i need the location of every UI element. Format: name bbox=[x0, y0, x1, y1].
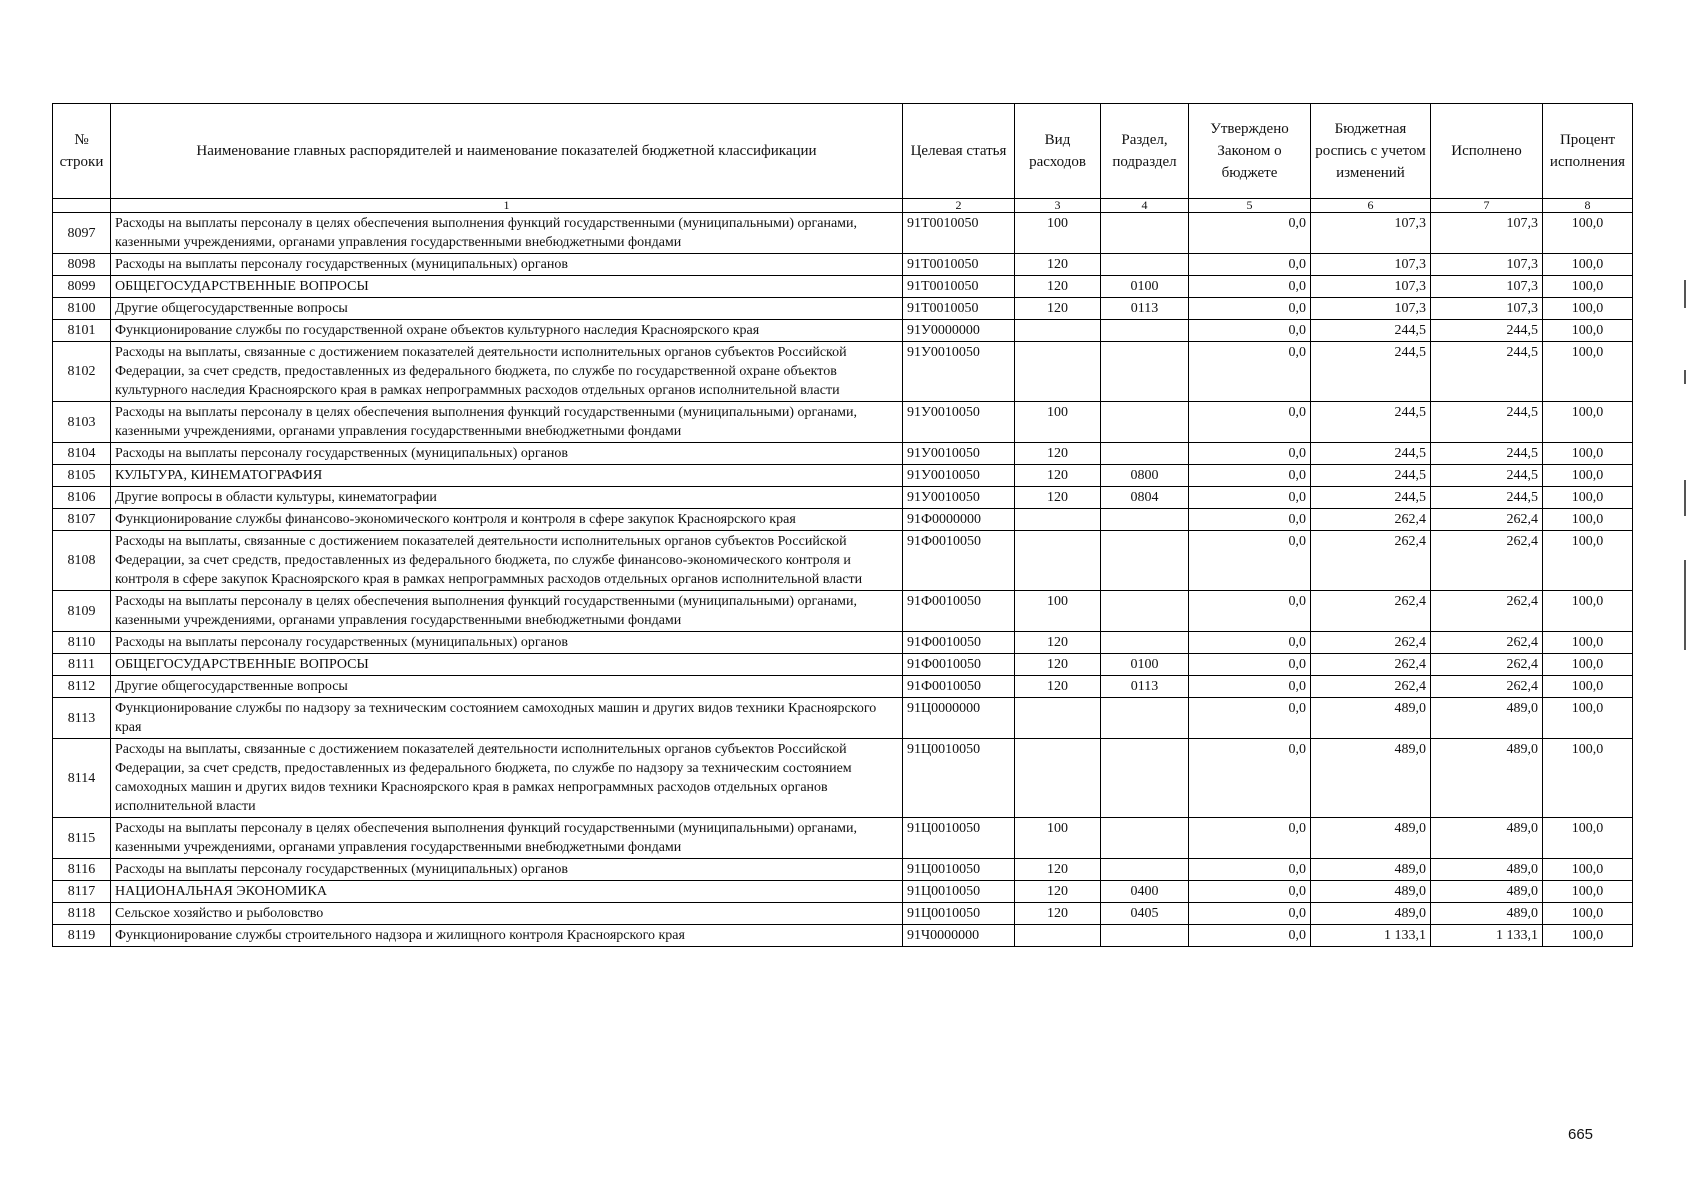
row-name: Другие вопросы в области культуры, кинематографии bbox=[111, 487, 903, 509]
row-percent: 100,0 bbox=[1543, 320, 1633, 342]
row-number: 8110 bbox=[53, 632, 111, 654]
row-number: 8114 bbox=[53, 739, 111, 818]
row-number: 8112 bbox=[53, 676, 111, 698]
table-row bbox=[53, 342, 1633, 402]
row-percent: 100,0 bbox=[1543, 276, 1633, 298]
col-number: 7 bbox=[1431, 199, 1543, 213]
row-vid-code: 120 bbox=[1015, 443, 1101, 465]
row-approved: 0,0 bbox=[1189, 276, 1311, 298]
row-razdel-code: 0800 bbox=[1101, 465, 1189, 487]
row-razdel-code: 0113 bbox=[1101, 298, 1189, 320]
row-target-code: 91У0010050 bbox=[903, 443, 1015, 465]
row-vid-code: 100 bbox=[1015, 591, 1101, 632]
row-plan: 244,5 bbox=[1311, 402, 1431, 443]
row-razdel-code bbox=[1101, 818, 1189, 859]
row-approved: 0,0 bbox=[1189, 676, 1311, 698]
row-percent: 100,0 bbox=[1543, 254, 1633, 276]
row-plan: 262,4 bbox=[1311, 531, 1431, 591]
col-header-plan: Бюджетная роспись с учетом изменений bbox=[1311, 104, 1431, 199]
col-header-target: Целевая статья bbox=[903, 104, 1015, 199]
row-name: ОБЩЕГОСУДАРСТВЕННЫЕ ВОПРОСЫ bbox=[111, 276, 903, 298]
row-name: Расходы на выплаты, связанные с достижением показателей деятельности исполнительных органов субъектов Российской Федерации, за счет средств, предоставленных из федерального бюджета, по службе по надзору за техническим состоянием самоходных машин и других видов техники Красноярского края в рамках непрограммных расходов отдельных органов исполнительной власти bbox=[111, 739, 903, 818]
row-approved: 0,0 bbox=[1189, 903, 1311, 925]
row-approved: 0,0 bbox=[1189, 654, 1311, 676]
row-name: Функционирование службы финансово-экономического контроля и контроля в сфере закупок Красноярского края bbox=[111, 509, 903, 531]
row-vid-code: 100 bbox=[1015, 213, 1101, 254]
row-number: 8116 bbox=[53, 859, 111, 881]
row-approved: 0,0 bbox=[1189, 739, 1311, 818]
row-approved: 0,0 bbox=[1189, 925, 1311, 947]
col-number: 2 bbox=[903, 199, 1015, 213]
row-approved: 0,0 bbox=[1189, 298, 1311, 320]
row-name: Расходы на выплаты персоналу государственных (муниципальных) органов bbox=[111, 254, 903, 276]
row-razdel-code: 0100 bbox=[1101, 654, 1189, 676]
table-row bbox=[53, 881, 1633, 903]
page-number: 665 bbox=[1568, 1126, 1594, 1143]
row-percent: 100,0 bbox=[1543, 342, 1633, 402]
row-number: 8100 bbox=[53, 298, 111, 320]
row-number: 8104 bbox=[53, 443, 111, 465]
row-name: Расходы на выплаты, связанные с достижением показателей деятельности исполнительных органов субъектов Российской Федерации, за счет средств, предоставленных из федерального бюджета, по службе по государственной охране объектов культурного наследия Красноярского края в рамках непрограммных расходов отдельных органов исполнительной власти bbox=[111, 342, 903, 402]
row-done: 244,5 bbox=[1431, 487, 1543, 509]
row-plan: 244,5 bbox=[1311, 342, 1431, 402]
row-vid-code bbox=[1015, 739, 1101, 818]
row-percent: 100,0 bbox=[1543, 676, 1633, 698]
row-approved: 0,0 bbox=[1189, 320, 1311, 342]
table-row bbox=[53, 254, 1633, 276]
table-row bbox=[53, 402, 1633, 443]
col-number bbox=[53, 199, 111, 213]
row-plan: 262,4 bbox=[1311, 509, 1431, 531]
row-vid-code: 120 bbox=[1015, 254, 1101, 276]
row-plan: 262,4 bbox=[1311, 654, 1431, 676]
row-target-code: 91Ц0010050 bbox=[903, 881, 1015, 903]
row-number: 8107 bbox=[53, 509, 111, 531]
scan-edge-mark bbox=[1684, 280, 1686, 308]
row-razdel-code bbox=[1101, 402, 1189, 443]
row-percent: 100,0 bbox=[1543, 465, 1633, 487]
table-row bbox=[53, 487, 1633, 509]
row-target-code: 91Ф0000000 bbox=[903, 509, 1015, 531]
col-header-row-number: № строки bbox=[53, 104, 111, 199]
row-vid-code bbox=[1015, 342, 1101, 402]
row-done: 107,3 bbox=[1431, 213, 1543, 254]
row-razdel-code bbox=[1101, 591, 1189, 632]
table-row bbox=[53, 320, 1633, 342]
row-plan: 244,5 bbox=[1311, 320, 1431, 342]
row-approved: 0,0 bbox=[1189, 509, 1311, 531]
col-header-done: Исполнено bbox=[1431, 104, 1543, 199]
row-vid-code: 120 bbox=[1015, 881, 1101, 903]
row-vid-code: 120 bbox=[1015, 276, 1101, 298]
row-name: Расходы на выплаты персоналу государственных (муниципальных) органов bbox=[111, 443, 903, 465]
row-percent: 100,0 bbox=[1543, 903, 1633, 925]
row-done: 244,5 bbox=[1431, 320, 1543, 342]
row-target-code: 91Ц0000000 bbox=[903, 698, 1015, 739]
row-vid-code bbox=[1015, 509, 1101, 531]
row-done: 262,4 bbox=[1431, 654, 1543, 676]
table-row bbox=[53, 213, 1633, 254]
row-target-code: 91Ф0010050 bbox=[903, 591, 1015, 632]
table-row bbox=[53, 925, 1633, 947]
row-number: 8108 bbox=[53, 531, 111, 591]
row-percent: 100,0 bbox=[1543, 632, 1633, 654]
row-razdel-code: 0113 bbox=[1101, 676, 1189, 698]
table-row bbox=[53, 698, 1633, 739]
table-row bbox=[53, 654, 1633, 676]
row-percent: 100,0 bbox=[1543, 818, 1633, 859]
row-percent: 100,0 bbox=[1543, 487, 1633, 509]
row-name: Другие общегосударственные вопросы bbox=[111, 676, 903, 698]
table-row bbox=[53, 531, 1633, 591]
row-target-code: 91У0010050 bbox=[903, 342, 1015, 402]
row-number: 8119 bbox=[53, 925, 111, 947]
row-plan: 489,0 bbox=[1311, 698, 1431, 739]
row-razdel-code bbox=[1101, 632, 1189, 654]
table-row bbox=[53, 465, 1633, 487]
row-percent: 100,0 bbox=[1543, 591, 1633, 632]
row-plan: 1 133,1 bbox=[1311, 925, 1431, 947]
row-done: 489,0 bbox=[1431, 818, 1543, 859]
row-name: Расходы на выплаты персоналу в целях обеспечения выполнения функций государственными (муниципальными) органами, казенными учреждениями, органами управления государственными внебюджетными фондами bbox=[111, 402, 903, 443]
row-razdel-code bbox=[1101, 531, 1189, 591]
table-row bbox=[53, 443, 1633, 465]
row-plan: 107,3 bbox=[1311, 213, 1431, 254]
row-done: 262,4 bbox=[1431, 676, 1543, 698]
table-row bbox=[53, 739, 1633, 818]
row-target-code: 91Ф0010050 bbox=[903, 632, 1015, 654]
row-done: 262,4 bbox=[1431, 632, 1543, 654]
row-razdel-code: 0100 bbox=[1101, 276, 1189, 298]
row-razdel-code bbox=[1101, 509, 1189, 531]
row-razdel-code: 0405 bbox=[1101, 903, 1189, 925]
row-percent: 100,0 bbox=[1543, 654, 1633, 676]
row-target-code: 91Ц0010050 bbox=[903, 818, 1015, 859]
row-done: 244,5 bbox=[1431, 443, 1543, 465]
row-number: 8113 bbox=[53, 698, 111, 739]
row-target-code: 91Ф0010050 bbox=[903, 531, 1015, 591]
row-done: 1 133,1 bbox=[1431, 925, 1543, 947]
row-approved: 0,0 bbox=[1189, 487, 1311, 509]
row-approved: 0,0 bbox=[1189, 402, 1311, 443]
table-header-row bbox=[53, 104, 1633, 199]
row-name: КУЛЬТУРА, КИНЕМАТОГРАФИЯ bbox=[111, 465, 903, 487]
row-plan: 107,3 bbox=[1311, 254, 1431, 276]
row-plan: 489,0 bbox=[1311, 903, 1431, 925]
row-target-code: 91Ц0010050 bbox=[903, 739, 1015, 818]
row-vid-code: 100 bbox=[1015, 402, 1101, 443]
row-target-code: 91Ч0000000 bbox=[903, 925, 1015, 947]
row-name: ОБЩЕГОСУДАРСТВЕННЫЕ ВОПРОСЫ bbox=[111, 654, 903, 676]
row-target-code: 91Ф0010050 bbox=[903, 654, 1015, 676]
col-header-name: Наименование главных распорядителей и наименование показателей бюджетной классификации bbox=[111, 104, 903, 199]
row-razdel-code bbox=[1101, 213, 1189, 254]
table-row bbox=[53, 859, 1633, 881]
row-vid-code: 120 bbox=[1015, 676, 1101, 698]
row-percent: 100,0 bbox=[1543, 859, 1633, 881]
row-name: Другие общегосударственные вопросы bbox=[111, 298, 903, 320]
table-row bbox=[53, 591, 1633, 632]
row-name: Функционирование службы строительного надзора и жилищного контроля Красноярского края bbox=[111, 925, 903, 947]
row-number: 8099 bbox=[53, 276, 111, 298]
table-row bbox=[53, 276, 1633, 298]
row-percent: 100,0 bbox=[1543, 213, 1633, 254]
row-plan: 262,4 bbox=[1311, 632, 1431, 654]
scan-edge-mark bbox=[1684, 560, 1686, 650]
row-done: 244,5 bbox=[1431, 402, 1543, 443]
row-razdel-code bbox=[1101, 698, 1189, 739]
col-number: 1 bbox=[111, 199, 903, 213]
row-number: 8118 bbox=[53, 903, 111, 925]
row-done: 107,3 bbox=[1431, 298, 1543, 320]
budget-table bbox=[52, 103, 1633, 947]
row-number: 8115 bbox=[53, 818, 111, 859]
row-done: 244,5 bbox=[1431, 465, 1543, 487]
row-plan: 489,0 bbox=[1311, 818, 1431, 859]
row-number: 8103 bbox=[53, 402, 111, 443]
row-percent: 100,0 bbox=[1543, 739, 1633, 818]
row-approved: 0,0 bbox=[1189, 531, 1311, 591]
row-vid-code: 120 bbox=[1015, 654, 1101, 676]
scan-edge-mark bbox=[1684, 370, 1686, 384]
row-number: 8105 bbox=[53, 465, 111, 487]
row-target-code: 91У0010050 bbox=[903, 402, 1015, 443]
row-plan: 244,5 bbox=[1311, 487, 1431, 509]
row-done: 107,3 bbox=[1431, 276, 1543, 298]
row-target-code: 91У0000000 bbox=[903, 320, 1015, 342]
row-vid-code: 120 bbox=[1015, 632, 1101, 654]
col-header-razdel: Раздел, подраздел bbox=[1101, 104, 1189, 199]
row-vid-code: 120 bbox=[1015, 465, 1101, 487]
table-row bbox=[53, 903, 1633, 925]
row-percent: 100,0 bbox=[1543, 443, 1633, 465]
row-number: 8101 bbox=[53, 320, 111, 342]
row-percent: 100,0 bbox=[1543, 881, 1633, 903]
column-number-row bbox=[53, 199, 1633, 213]
scan-edge-mark bbox=[1684, 480, 1686, 516]
table-row bbox=[53, 632, 1633, 654]
row-percent: 100,0 bbox=[1543, 531, 1633, 591]
row-razdel-code bbox=[1101, 342, 1189, 402]
row-approved: 0,0 bbox=[1189, 632, 1311, 654]
row-name: Функционирование службы по государственной охране объектов культурного наследия Красноярского края bbox=[111, 320, 903, 342]
col-number: 6 bbox=[1311, 199, 1431, 213]
row-name: Расходы на выплаты персоналу государственных (муниципальных) органов bbox=[111, 859, 903, 881]
row-done: 262,4 bbox=[1431, 509, 1543, 531]
row-plan: 489,0 bbox=[1311, 859, 1431, 881]
row-approved: 0,0 bbox=[1189, 465, 1311, 487]
row-razdel-code bbox=[1101, 739, 1189, 818]
row-plan: 107,3 bbox=[1311, 298, 1431, 320]
row-razdel-code: 0804 bbox=[1101, 487, 1189, 509]
row-done: 262,4 bbox=[1431, 591, 1543, 632]
table-row bbox=[53, 676, 1633, 698]
row-razdel-code bbox=[1101, 859, 1189, 881]
row-name: Расходы на выплаты персоналу в целях обеспечения выполнения функций государственными (муниципальными) органами, казенными учреждениями, органами управления государственными внебюджетными фондами bbox=[111, 213, 903, 254]
row-vid-code bbox=[1015, 925, 1101, 947]
col-number: 5 bbox=[1189, 199, 1311, 213]
row-approved: 0,0 bbox=[1189, 818, 1311, 859]
row-percent: 100,0 bbox=[1543, 925, 1633, 947]
row-target-code: 91Т0010050 bbox=[903, 298, 1015, 320]
row-approved: 0,0 bbox=[1189, 213, 1311, 254]
row-vid-code bbox=[1015, 698, 1101, 739]
row-number: 8102 bbox=[53, 342, 111, 402]
row-percent: 100,0 bbox=[1543, 509, 1633, 531]
row-vid-code bbox=[1015, 531, 1101, 591]
row-number: 8111 bbox=[53, 654, 111, 676]
row-plan: 107,3 bbox=[1311, 276, 1431, 298]
row-target-code: 91У0010050 bbox=[903, 487, 1015, 509]
row-name: НАЦИОНАЛЬНАЯ ЭКОНОМИКА bbox=[111, 881, 903, 903]
row-razdel-code bbox=[1101, 925, 1189, 947]
row-plan: 262,4 bbox=[1311, 591, 1431, 632]
row-approved: 0,0 bbox=[1189, 698, 1311, 739]
row-target-code: 91Ц0010050 bbox=[903, 859, 1015, 881]
row-vid-code: 120 bbox=[1015, 903, 1101, 925]
row-number: 8106 bbox=[53, 487, 111, 509]
row-target-code: 91Т0010050 bbox=[903, 276, 1015, 298]
row-approved: 0,0 bbox=[1189, 591, 1311, 632]
row-razdel-code bbox=[1101, 254, 1189, 276]
row-approved: 0,0 bbox=[1189, 254, 1311, 276]
row-done: 262,4 bbox=[1431, 531, 1543, 591]
row-razdel-code bbox=[1101, 443, 1189, 465]
row-done: 244,5 bbox=[1431, 342, 1543, 402]
col-number: 4 bbox=[1101, 199, 1189, 213]
row-number: 8109 bbox=[53, 591, 111, 632]
table-row bbox=[53, 509, 1633, 531]
row-done: 489,0 bbox=[1431, 739, 1543, 818]
row-number: 8098 bbox=[53, 254, 111, 276]
col-number: 8 bbox=[1543, 199, 1633, 213]
row-done: 489,0 bbox=[1431, 903, 1543, 925]
row-target-code: 91Ф0010050 bbox=[903, 676, 1015, 698]
row-plan: 262,4 bbox=[1311, 676, 1431, 698]
row-target-code: 91Ц0010050 bbox=[903, 903, 1015, 925]
row-razdel-code bbox=[1101, 320, 1189, 342]
row-percent: 100,0 bbox=[1543, 698, 1633, 739]
row-done: 489,0 bbox=[1431, 698, 1543, 739]
row-done: 107,3 bbox=[1431, 254, 1543, 276]
row-name: Сельское хозяйство и рыболовство bbox=[111, 903, 903, 925]
row-target-code: 91Т0010050 bbox=[903, 254, 1015, 276]
col-header-approved: Утверждено Законом о бюджете bbox=[1189, 104, 1311, 199]
row-plan: 489,0 bbox=[1311, 881, 1431, 903]
row-vid-code: 120 bbox=[1015, 859, 1101, 881]
row-percent: 100,0 bbox=[1543, 298, 1633, 320]
col-header-vid: Вид расходов bbox=[1015, 104, 1101, 199]
row-vid-code: 120 bbox=[1015, 487, 1101, 509]
budget-report-sheet bbox=[52, 103, 1632, 947]
row-vid-code: 100 bbox=[1015, 818, 1101, 859]
row-plan: 244,5 bbox=[1311, 465, 1431, 487]
row-vid-code bbox=[1015, 320, 1101, 342]
row-name: Расходы на выплаты персоналу в целях обеспечения выполнения функций государственными (муниципальными) органами, казенными учреждениями, органами управления государственными внебюджетными фондами bbox=[111, 591, 903, 632]
row-done: 489,0 bbox=[1431, 859, 1543, 881]
col-header-percent: Процент исполнения bbox=[1543, 104, 1633, 199]
table-body bbox=[53, 213, 1633, 947]
table-row bbox=[53, 818, 1633, 859]
row-approved: 0,0 bbox=[1189, 881, 1311, 903]
row-name: Расходы на выплаты, связанные с достижением показателей деятельности исполнительных органов субъектов Российской Федерации, за счет средств, предоставленных из федерального бюджета, по службе финансово-экономического контроля и контроля в сфере закупок Красноярского края в рамках непрограммных расходов отдельных органов исполнительной власти bbox=[111, 531, 903, 591]
row-number: 8097 bbox=[53, 213, 111, 254]
table-row bbox=[53, 298, 1633, 320]
row-vid-code: 120 bbox=[1015, 298, 1101, 320]
row-approved: 0,0 bbox=[1189, 342, 1311, 402]
row-name: Функционирование службы по надзору за техническим состоянием самоходных машин и других видов техники Красноярского края bbox=[111, 698, 903, 739]
row-name: Расходы на выплаты персоналу государственных (муниципальных) органов bbox=[111, 632, 903, 654]
row-number: 8117 bbox=[53, 881, 111, 903]
row-approved: 0,0 bbox=[1189, 443, 1311, 465]
row-target-code: 91У0010050 bbox=[903, 465, 1015, 487]
row-razdel-code: 0400 bbox=[1101, 881, 1189, 903]
row-done: 489,0 bbox=[1431, 881, 1543, 903]
col-number: 3 bbox=[1015, 199, 1101, 213]
row-target-code: 91Т0010050 bbox=[903, 213, 1015, 254]
row-approved: 0,0 bbox=[1189, 859, 1311, 881]
row-name: Расходы на выплаты персоналу в целях обеспечения выполнения функций государственными (муниципальными) органами, казенными учреждениями, органами управления государственными внебюджетными фондами bbox=[111, 818, 903, 859]
row-percent: 100,0 bbox=[1543, 402, 1633, 443]
row-plan: 244,5 bbox=[1311, 443, 1431, 465]
row-plan: 489,0 bbox=[1311, 739, 1431, 818]
